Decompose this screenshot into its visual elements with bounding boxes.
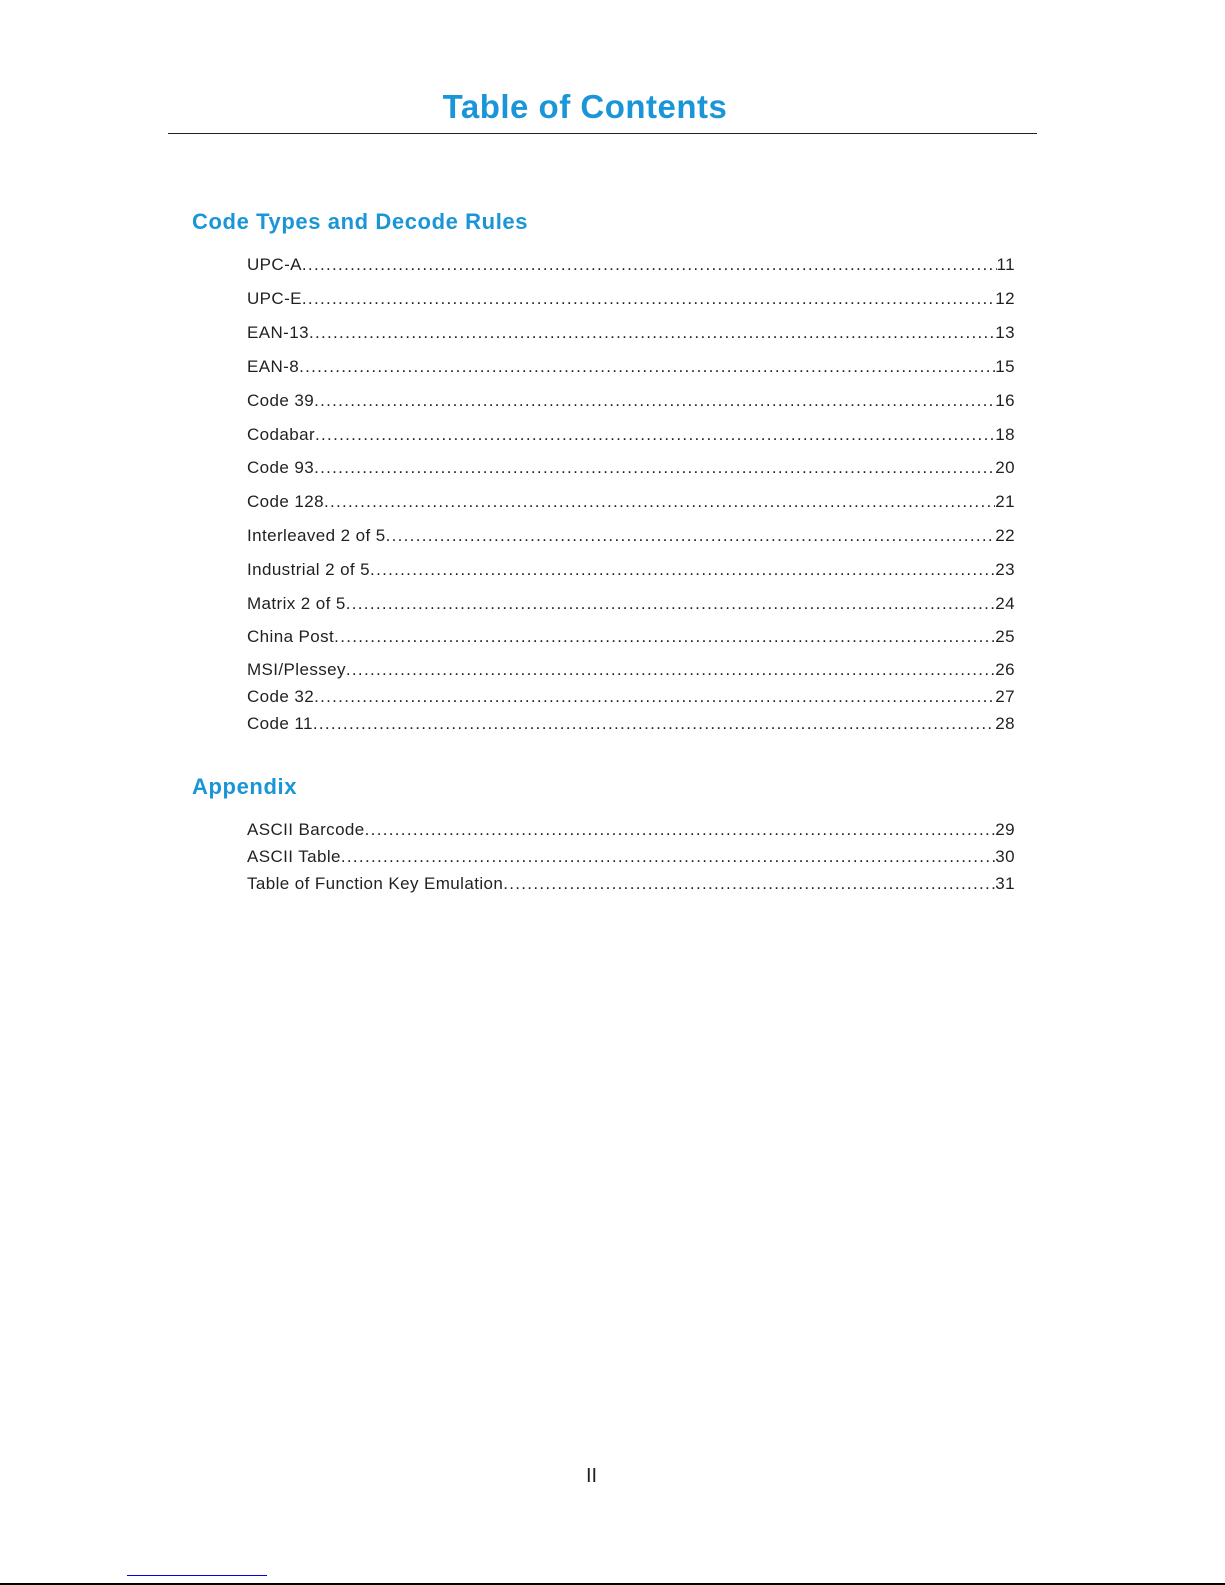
page-number: II: [585, 1465, 598, 1487]
toc-entry[interactable]: [247, 714, 1015, 736]
dot-leader: [302, 289, 995, 309]
toc-entry[interactable]: [247, 847, 1015, 869]
toc-entry-page: 18: [995, 425, 1015, 444]
dot-leader: [386, 526, 996, 546]
toc-entry-page: 29: [995, 820, 1015, 839]
toc-entry[interactable]: [247, 594, 1015, 616]
toc-entry[interactable]: [247, 560, 1015, 582]
toc-entry-page: 20: [995, 458, 1015, 477]
toc-entry-page: 23: [995, 560, 1015, 579]
toc-entry-label: Code 11: [247, 714, 313, 733]
toc-entry-page: 31: [995, 874, 1015, 893]
toc-entry-page: 30: [995, 847, 1015, 866]
toc-entry-label: Code 93: [247, 458, 315, 477]
toc-entry[interactable]: [247, 458, 1015, 480]
section-heading: Appendix: [192, 774, 298, 799]
toc-entry-page: 21: [995, 492, 1015, 511]
dot-leader: [346, 594, 996, 614]
toc-entry-label: EAN-8: [247, 357, 300, 376]
toc-entry-label: UPC-E: [247, 289, 302, 308]
toc-entry-page: 26: [995, 660, 1015, 679]
toc-entry-label: China Post: [247, 627, 335, 646]
toc-entry-label: Code 128: [247, 492, 324, 511]
toc-entry-label: Matrix 2 of 5: [247, 594, 346, 613]
toc-entry-label: Codabar: [247, 425, 316, 444]
dot-leader: [315, 425, 995, 445]
dot-leader: [314, 391, 995, 411]
dot-leader: [370, 560, 995, 580]
toc-entry-page: 28: [995, 714, 1015, 733]
toc-entry[interactable]: [247, 526, 1015, 548]
toc-entry-label: Interleaved 2 of 5: [247, 526, 386, 545]
toc-entry-page: 22: [995, 526, 1015, 545]
toc-entry[interactable]: [247, 323, 1015, 345]
page-title: Table of Contents: [442, 88, 728, 125]
toc-entry-label: UPC-A: [247, 255, 302, 274]
toc-entry[interactable]: [247, 425, 1015, 447]
title-rule: [168, 133, 1037, 134]
link-underline: [127, 1575, 267, 1576]
toc-entry[interactable]: [247, 255, 1015, 277]
dot-leader: [346, 660, 995, 680]
dot-leader: [341, 847, 995, 867]
dot-leader: [309, 323, 995, 343]
toc-entry-label: ASCII Barcode: [247, 820, 365, 839]
toc-entry-page: 16: [995, 391, 1015, 410]
toc-entry-label: Code 32: [247, 687, 315, 706]
dot-leader: [313, 714, 995, 734]
toc-entry[interactable]: [247, 820, 1015, 842]
toc-entry-page: 25: [995, 627, 1015, 646]
toc-entry-label: Code 39: [247, 391, 315, 410]
toc-entry[interactable]: [247, 874, 1015, 896]
toc-entry[interactable]: [247, 357, 1015, 379]
toc-entry[interactable]: [247, 289, 1015, 311]
toc-entry-label: EAN-13: [247, 323, 309, 342]
dot-leader: [302, 255, 997, 275]
toc-entry-label: MSI/Plessey: [247, 660, 346, 679]
toc-entry-label: ASCII Table: [247, 847, 341, 866]
toc-entry-page: 24: [995, 594, 1015, 613]
dot-leader: [314, 687, 995, 707]
toc-entry-page: 27: [995, 687, 1015, 706]
dot-leader: [334, 627, 995, 647]
toc-entry-page: 15: [995, 357, 1015, 376]
section-heading: Code Types and Decode Rules: [192, 209, 529, 234]
toc-entry[interactable]: [247, 660, 1015, 682]
toc-entry[interactable]: [247, 687, 1015, 709]
toc-entry-page: 11: [996, 255, 1015, 274]
toc-entry-page: 12: [995, 289, 1015, 308]
dot-leader: [365, 820, 996, 840]
dot-leader: [299, 357, 995, 377]
toc-entry[interactable]: [247, 391, 1015, 413]
toc-entry[interactable]: [247, 492, 1015, 514]
dot-leader: [314, 458, 995, 478]
toc-entry-page: 13: [995, 323, 1015, 342]
toc-entry-label: Industrial 2 of 5: [247, 560, 371, 579]
toc-entry[interactable]: [247, 627, 1015, 649]
dot-leader: [503, 874, 995, 894]
dot-leader: [324, 492, 995, 512]
toc-entry-label: Table of Function Key Emulation: [247, 874, 504, 893]
